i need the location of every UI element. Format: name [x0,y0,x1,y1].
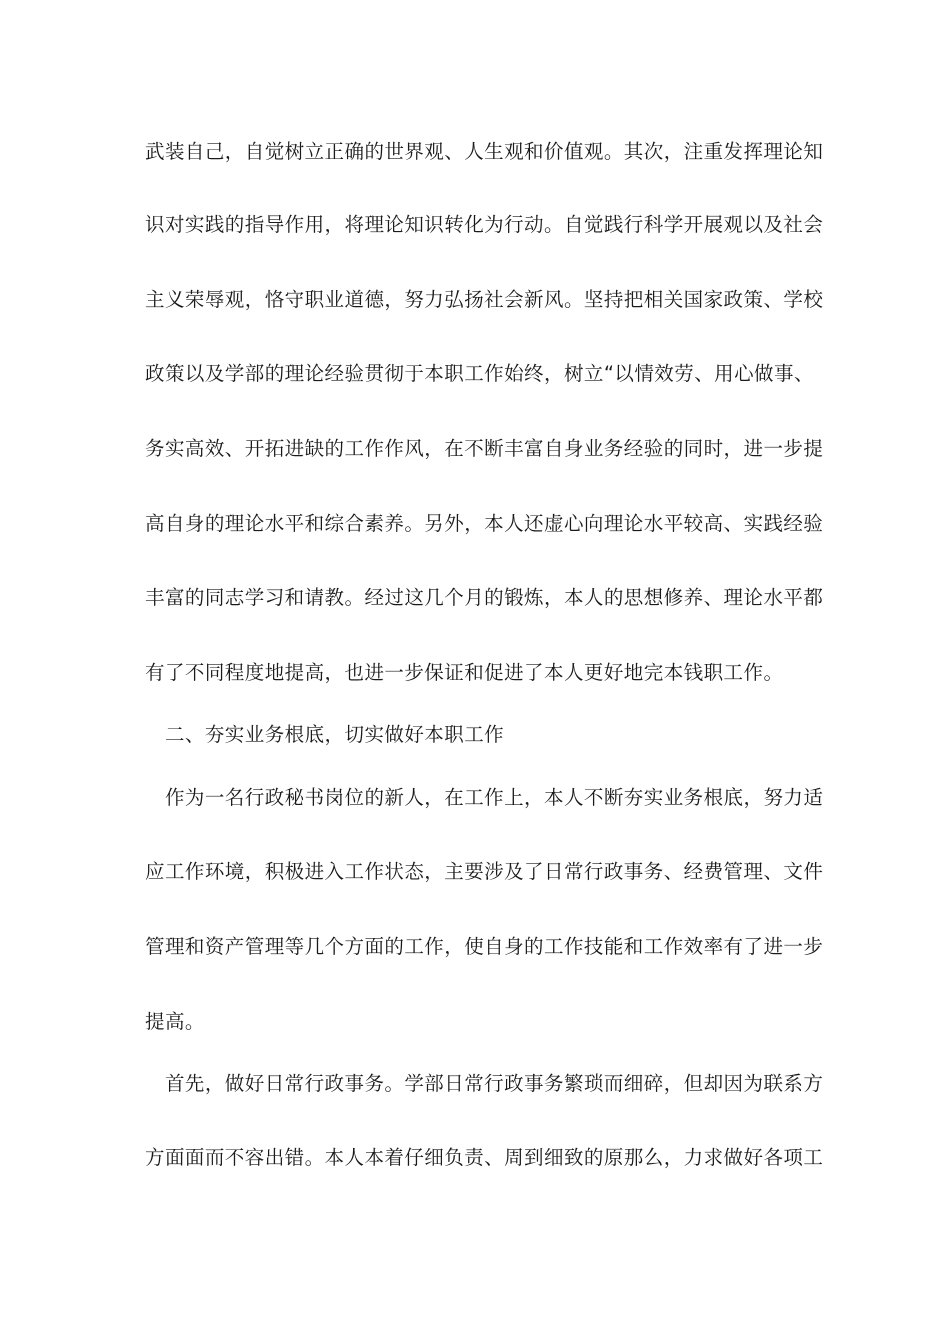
text-line: 务实高效、开拓进缺的工作作风，在不断丰富自身业务经验的同时，进一步提 [145,437,824,460]
text-line: 主义荣辱观，恪守职业道德，努力弘扬社会新风。坚持把相关国家政策、学校 [145,288,824,311]
text-line: 政策以及学部的理论经验贯彻于本职工作始终，树立“以情效劳、用心做事、 [145,362,814,385]
text-line: 作为一名行政秘书岗位的新人，在工作上，本人不断夯实业务根底，努力适 [145,786,824,809]
text-line: 高自身的理论水平和综合素养。另外，本人还虚心向理论水平较高、实践经验 [145,512,824,535]
text-line: 方面面而不容出错。本人本着仔细负责、周到细致的原那么，力求做好各项工 [145,1146,824,1169]
text-line: 丰富的同志学习和请教。经过这几个月的锻炼，本人的思想修养、理论水平都 [145,586,824,609]
text-line: 有了不同程度地提高，也进一步保证和促进了本人更好地完本钱职工作。 [145,661,784,684]
text-line: 提高。 [145,1010,205,1033]
text-line: 管理和资产管理等几个方面的工作，使自身的工作技能和工作效率有了进一步 [145,935,824,958]
text-line: 首先，做好日常行政事务。学部日常行政事务繁琐而细碎，但却因为联系方 [145,1072,824,1095]
text-line: 识对实践的指导作用，将理论知识转化为行动。自觉践行科学开展观以及社会 [145,213,824,236]
text-line: 武装自己，自觉树立正确的世界观、人生观和价值观。其次，注重发挥理论知 [145,140,824,163]
section-heading: 二、夯实业务根底，切实做好本职工作 [145,723,505,746]
text-line: 应工作环境，积极进入工作状态，主要涉及了日常行政事务、经费管理、文件 [145,860,824,883]
